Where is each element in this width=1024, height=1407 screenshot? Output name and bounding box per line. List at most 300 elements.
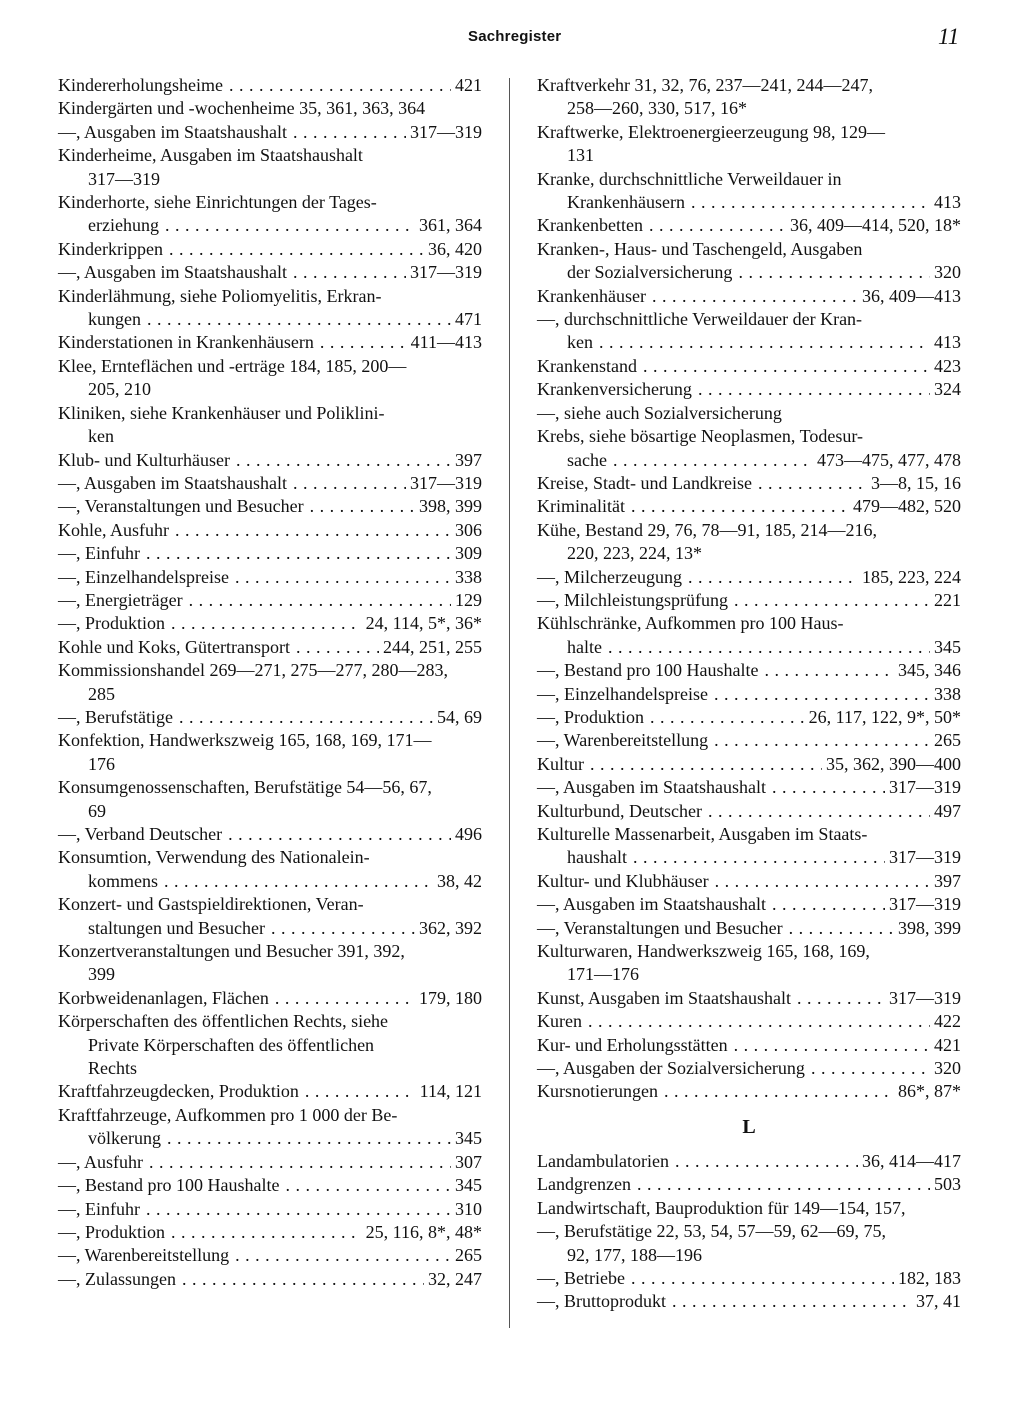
section-letter: L (742, 1115, 756, 1138)
page-reference: 317—319 (889, 894, 961, 915)
index-entry-line (537, 1267, 961, 1290)
index-term: —, Produktion (58, 1221, 166, 1242)
dot-leader (772, 893, 885, 916)
index-term: —, Warenbereitstellung (537, 730, 709, 751)
index-entry (58, 191, 482, 238)
page-reference: 398, 399 (419, 496, 482, 517)
index-entry (537, 1010, 961, 1033)
column-divider (509, 78, 510, 1328)
index-entry (537, 214, 961, 237)
page-reference: 182, 183 (898, 1267, 961, 1288)
index-entry (537, 612, 961, 659)
index-term: —, Veranstaltungen und Besucher (537, 917, 783, 938)
index-term: Landambulatorien (537, 1150, 669, 1171)
index-term: —, Ausgaben im Staatshaushalt (58, 472, 287, 493)
page-reference: 306 (455, 519, 482, 540)
dot-leader (633, 846, 885, 869)
index-term: Kunst, Ausgaben im Staatshaushalt (537, 987, 791, 1008)
page-reference: 397 (455, 449, 482, 470)
index-entry-line (537, 74, 961, 97)
index-entry-line (537, 1150, 961, 1173)
page-reference: 54, 69 (437, 706, 482, 727)
page-reference: 26, 117, 122, 9*, 50* (808, 706, 961, 727)
index-term: Kulturelle Massenarbeit, Ausgaben im Staats- (537, 824, 868, 844)
index-entry-line (58, 987, 482, 1010)
dot-leader (715, 870, 930, 893)
index-entry-line (537, 495, 961, 518)
index-entry-continuation (537, 1244, 961, 1267)
index-entry (537, 355, 961, 378)
page-reference: 86*, 87* (898, 1081, 961, 1102)
index-entry (58, 1221, 482, 1244)
index-term: —, Bestand pro 100 Haushalte (537, 660, 759, 681)
dot-leader (698, 378, 930, 401)
page-reference: 413 (934, 192, 961, 213)
index-entry (537, 776, 961, 799)
index-term: Kulturbund, Deutscher (537, 800, 702, 821)
index-term: kommens (88, 870, 158, 891)
index-term: 399 (88, 964, 115, 985)
page-reference: 473—475, 477, 478 (817, 449, 961, 470)
index-entry-line (58, 97, 482, 120)
index-entry (537, 589, 961, 612)
index-term: 171—176 (567, 964, 639, 985)
index-entry-continuation (537, 97, 961, 120)
index-term: Konsumtion, Verwendung des Nationalein- (58, 847, 370, 868)
index-entry-line (58, 472, 482, 495)
index-term: 317—319 (88, 168, 160, 189)
dot-leader (643, 355, 930, 378)
index-term: Kühe, Bestand 29, 76, 78—91, 185, 214—216, (537, 519, 877, 540)
index-entry-line (537, 519, 961, 542)
index-term: —, Ausgaben im Staatshaushalt (58, 121, 287, 142)
index-entry-line (58, 191, 482, 214)
index-term: Korbweidenanlagen, Flächen (58, 987, 269, 1008)
dot-leader (738, 261, 930, 284)
index-entry (58, 1174, 482, 1197)
dot-leader (293, 472, 406, 495)
page-reference: 221 (934, 589, 961, 610)
index-entry-line (58, 636, 482, 659)
index-entry-line (58, 74, 482, 97)
index-entry (58, 729, 482, 776)
index-term: Klub- und Kulturhäuser (58, 449, 230, 470)
index-entry-line (58, 449, 482, 472)
page-reference: 320 (934, 262, 961, 283)
index-entry (537, 1267, 961, 1290)
dot-leader (688, 566, 858, 589)
index-column-right (537, 74, 961, 1314)
page-reference: 317—319 (889, 987, 961, 1008)
index-entry-line (58, 285, 482, 308)
index-column-left (58, 74, 482, 1291)
page-reference: 398, 399 (898, 917, 961, 938)
page-reference: 471 (455, 309, 482, 330)
index-term: Kraftfahrzeuge, Aufkommen pro 1 000 der Be- (58, 1104, 398, 1125)
index-term: Krankenhäusern (567, 192, 685, 213)
index-term: 258—260, 330, 517, 16* (567, 98, 747, 119)
index-entry-line (58, 238, 482, 261)
page-reference: 307 (455, 1151, 482, 1172)
index-entry-continuation (58, 1034, 482, 1057)
index-entry-line (58, 589, 482, 612)
index-term: Klee, Ernteflächen und -erträge 184, 185, 200— (58, 355, 407, 376)
dot-leader (672, 1290, 912, 1313)
index-term: —, Einzelhandelspreise (58, 566, 229, 587)
page-reference: 361, 364 (419, 215, 482, 236)
index-entry (537, 706, 961, 729)
page-reference: 423 (934, 355, 961, 376)
index-term: Kinderheime, Ausgaben im Staatshaushalt (58, 145, 363, 166)
index-term: —, Verband Deutscher (58, 824, 223, 844)
index-entry-line (537, 472, 961, 495)
index-term: Kranke, durchschnittliche Verweildauer in (537, 168, 842, 189)
index-term: —, Milchleistungsprüfung (537, 589, 728, 610)
index-entry (58, 1268, 482, 1291)
index-term: Kultur- und Klubhäuser (537, 870, 709, 891)
index-term: 285 (88, 683, 115, 704)
page-reference: 265 (934, 730, 961, 751)
page-reference: 317—319 (410, 262, 482, 283)
index-entry-continuation (58, 917, 482, 940)
index-entry (537, 519, 961, 566)
page-reference: 479—482, 520 (853, 496, 961, 517)
page-reference: 265 (455, 1245, 482, 1266)
page-header (0, 24, 1024, 58)
index-term: Kindergärten und -wochenheime 35, 361, 363, 364 (58, 98, 426, 119)
index-entry (537, 1173, 961, 1196)
page-reference: 497 (934, 800, 961, 821)
dot-leader (310, 495, 415, 518)
dot-leader (179, 706, 433, 729)
dot-leader (293, 261, 406, 284)
page-reference: 503 (934, 1174, 961, 1195)
dot-leader (714, 683, 930, 706)
index-term: Kraftverkehr 31, 32, 76, 237—241, 244—247, (537, 75, 873, 95)
index-entry (58, 74, 482, 97)
index-entry (58, 121, 482, 144)
dot-leader (789, 917, 894, 940)
index-term: Private Körperschaften des öffentlichen (88, 1034, 375, 1055)
index-entry-line (537, 285, 961, 308)
index-entry (58, 987, 482, 1010)
page-reference: 422 (934, 1011, 961, 1032)
index-term: —, Warenbereitstellung (58, 1245, 230, 1266)
dot-leader (631, 1267, 894, 1290)
index-entry (537, 917, 961, 940)
index-term: Kommissionshandel 269—271, 275—277, 280—283, (58, 660, 448, 681)
index-term: völkerung (88, 1128, 161, 1149)
page-reference: 345 (455, 1128, 482, 1149)
index-entry-line (58, 1174, 482, 1197)
index-entry-continuation (58, 378, 482, 401)
index-entry (537, 870, 961, 893)
index-term: 92, 177, 188—196 (567, 1244, 702, 1265)
dot-leader (146, 1198, 451, 1221)
dot-leader (708, 800, 930, 823)
dot-leader (229, 74, 451, 97)
index-term: Kinderstationen in Krankenhäusern (58, 332, 314, 353)
index-entry-line (58, 355, 482, 378)
index-term: Kühlschränke, Aufkommen pro 100 Haus- (537, 613, 844, 634)
index-entry (537, 378, 961, 401)
index-term: —, Bruttoprodukt (537, 1291, 666, 1312)
page-reference: 496 (455, 824, 482, 844)
running-head: Sachregister (468, 28, 562, 45)
page-reference: 185, 223, 224 (862, 566, 961, 587)
page-reference: 317—319 (410, 121, 482, 142)
index-entry (58, 331, 482, 354)
index-term: Kinderkrippen (58, 238, 163, 259)
page-reference: 37, 41 (916, 1291, 961, 1312)
index-term: kungen (88, 309, 141, 330)
index-entry (58, 589, 482, 612)
index-entry (58, 659, 482, 706)
dot-leader (171, 612, 362, 635)
index-entry-line (58, 776, 482, 799)
dot-leader (764, 659, 894, 682)
dot-leader (305, 1080, 416, 1103)
index-term: Kursnotierungen (537, 1081, 658, 1102)
index-entry-line (537, 425, 961, 448)
index-entry (537, 893, 961, 916)
index-entry-line (537, 355, 961, 378)
page-reference: 362, 392 (419, 917, 482, 938)
index-entry-line (537, 1080, 961, 1103)
dot-leader (175, 519, 451, 542)
page-reference: 413 (934, 332, 961, 353)
index-entry (58, 449, 482, 472)
index-entry-continuation (58, 870, 482, 893)
index-entry (537, 425, 961, 472)
index-entry (537, 121, 961, 168)
index-term: —, Veranstaltungen und Besucher (58, 496, 304, 517)
index-entry-line (537, 917, 961, 940)
index-entry (58, 706, 482, 729)
index-entry-line (58, 1198, 482, 1221)
page-number: 11 (938, 24, 960, 49)
index-entry (58, 1080, 482, 1103)
index-entry-line (537, 729, 961, 752)
dot-leader (293, 121, 406, 144)
index-entry-continuation (58, 753, 482, 776)
index-term: Kindererholungsheime (58, 75, 223, 95)
dot-leader (275, 987, 415, 1010)
dot-leader (734, 1034, 930, 1057)
index-term: —, Einzelhandelspreise (537, 683, 708, 704)
dot-leader (675, 1150, 858, 1173)
index-term: Kulturwaren, Handwerkszweig 165, 168, 169, (537, 941, 870, 962)
index-entry-continuation (537, 636, 961, 659)
index-term: —, Ausgaben der Sozialversicherung (537, 1058, 805, 1079)
index-entry (537, 402, 961, 425)
index-term: —, Einfuhr (58, 543, 140, 564)
page-reference: 3—8, 15, 16 (871, 472, 961, 493)
page-reference: 397 (934, 870, 961, 891)
dot-leader (650, 706, 805, 729)
index-entry-line (58, 612, 482, 635)
index-entry (537, 987, 961, 1010)
page-reference: 309 (455, 543, 482, 564)
index-term: ken (567, 332, 593, 353)
dot-leader (235, 1244, 451, 1267)
index-term: —, Ausgaben im Staatshaushalt (537, 777, 766, 798)
dot-leader (691, 191, 930, 214)
index-entry (537, 238, 961, 285)
page-reference: 317—319 (889, 777, 961, 798)
page-reference: 345, 346 (898, 660, 961, 681)
index-term: Krankenbetten (537, 215, 643, 236)
index-entry (58, 542, 482, 565)
index-entry-line (537, 1034, 961, 1057)
index-term: —, Ausgaben im Staatshaushalt (537, 894, 766, 915)
dot-leader (171, 1221, 362, 1244)
index-term: 205, 210 (88, 379, 151, 400)
index-term: Kur- und Erholungsstätten (537, 1034, 728, 1055)
index-entry (537, 940, 961, 987)
index-entry-line (537, 893, 961, 916)
index-term: —, Milcherzeugung (537, 566, 682, 587)
index-term: Kinderhorte, siehe Einrichtungen der Tages- (58, 192, 377, 213)
index-entry-line (537, 706, 961, 729)
index-entry (58, 1244, 482, 1267)
index-entry (58, 402, 482, 449)
index-entry-continuation (537, 963, 961, 986)
index-entry (58, 285, 482, 332)
index-entry-line (58, 1010, 482, 1033)
index-entry-continuation (58, 1127, 482, 1150)
dot-leader (631, 495, 849, 518)
index-term: —, Einfuhr (58, 1198, 140, 1219)
index-term: Kultur (537, 753, 584, 774)
dot-leader (772, 776, 885, 799)
index-term: Krankenhäuser (537, 285, 646, 306)
page-reference: 345 (455, 1175, 482, 1196)
index-entry (537, 1034, 961, 1057)
index-entry-line (58, 144, 482, 167)
page-reference: 32, 247 (428, 1268, 482, 1289)
index-entry (537, 1197, 961, 1220)
index-entry (58, 636, 482, 659)
dot-leader (147, 308, 451, 331)
index-entry-line (58, 1151, 482, 1174)
dot-leader (228, 823, 451, 846)
index-entry (58, 519, 482, 542)
dot-leader (182, 1268, 424, 1291)
dot-leader (734, 589, 930, 612)
dot-leader (797, 987, 885, 1010)
index-term: Landgrenzen (537, 1174, 631, 1195)
page-reference: 324 (934, 379, 961, 400)
dot-leader (811, 1057, 930, 1080)
index-entry-continuation (58, 214, 482, 237)
dot-leader (167, 1127, 451, 1150)
index-term: 220, 223, 224, 13* (567, 543, 702, 564)
index-entry (537, 800, 961, 823)
index-entry-line (58, 495, 482, 518)
index-term: Kraftwerke, Elektroenergieerzeugung 98, 129— (537, 121, 886, 142)
index-term: —, Produktion (58, 613, 166, 634)
index-entry (58, 823, 482, 846)
dot-leader (285, 1174, 451, 1197)
page-reference: 36, 420 (428, 238, 482, 259)
index-entry-line (537, 238, 961, 261)
index-entry-line (58, 940, 482, 963)
index-entry (537, 753, 961, 776)
index-entry (58, 1198, 482, 1221)
index-entry (58, 1104, 482, 1151)
index-entry (537, 285, 961, 308)
index-entry (58, 612, 482, 635)
dot-leader (236, 449, 451, 472)
index-entry-line (537, 214, 961, 237)
index-entry (537, 823, 961, 870)
page-reference: 338 (934, 683, 961, 704)
index-entry-line (58, 121, 482, 144)
dot-leader (146, 542, 451, 565)
index-entry-line (537, 776, 961, 799)
index-entry (537, 1290, 961, 1313)
index-entry-line (58, 1244, 482, 1267)
index-entry-line (537, 1220, 961, 1243)
index-entry-line (58, 729, 482, 752)
index-entry (58, 940, 482, 987)
index-term: Kliniken, siehe Krankenhäuser und Poliklini- (58, 402, 385, 423)
index-entry (58, 566, 482, 589)
index-term: —, Berufstätige 22, 53, 54, 57—59, 62—69, 75, (537, 1221, 886, 1242)
index-entry-continuation (58, 683, 482, 706)
index-entry-line (537, 823, 961, 846)
index-entry (537, 308, 961, 355)
index-term: Konzert- und Gastspieldirektionen, Veran- (58, 894, 364, 915)
page-reference: 317—319 (410, 472, 482, 493)
page-reference: 320 (934, 1058, 961, 1079)
dot-leader (599, 331, 930, 354)
index-entry (58, 472, 482, 495)
index-entry-line (537, 659, 961, 682)
index-entry-line (58, 261, 482, 284)
index-entry-continuation (537, 191, 961, 214)
index-entry-line (58, 542, 482, 565)
index-term: 69 (88, 800, 106, 821)
dot-leader (164, 870, 433, 893)
index-entry-continuation (58, 308, 482, 331)
index-entry-line (537, 402, 961, 425)
index-term: Kraftfahrzeugdecken, Produktion (58, 1081, 299, 1102)
index-entry-continuation (58, 168, 482, 191)
index-entry-line (58, 823, 482, 846)
page-reference: 24, 114, 5*, 36* (365, 613, 482, 634)
index-term: Krankenstand (537, 355, 637, 376)
index-entry-continuation (537, 846, 961, 869)
page-reference: 114, 121 (419, 1081, 482, 1102)
page-reference: 36, 414—417 (862, 1150, 961, 1171)
index-entry (58, 1010, 482, 1080)
index-term: erziehung (88, 215, 159, 236)
index-entry (537, 1150, 961, 1173)
index-entry-line (58, 566, 482, 589)
index-entry (537, 472, 961, 495)
index-term: —, Ausfuhr (58, 1151, 143, 1172)
page-reference: 25, 116, 8*, 48* (365, 1221, 482, 1242)
index-term: —, Bestand pro 100 Haushalte (58, 1175, 280, 1196)
index-term: —, Zulassungen (58, 1268, 176, 1289)
index-term: Konzertveranstaltungen und Besucher 391, 392, (58, 941, 405, 962)
index-entry-continuation (58, 963, 482, 986)
index-entry-line (537, 1290, 961, 1313)
dot-leader (165, 214, 415, 237)
index-entry-line (58, 1080, 482, 1103)
